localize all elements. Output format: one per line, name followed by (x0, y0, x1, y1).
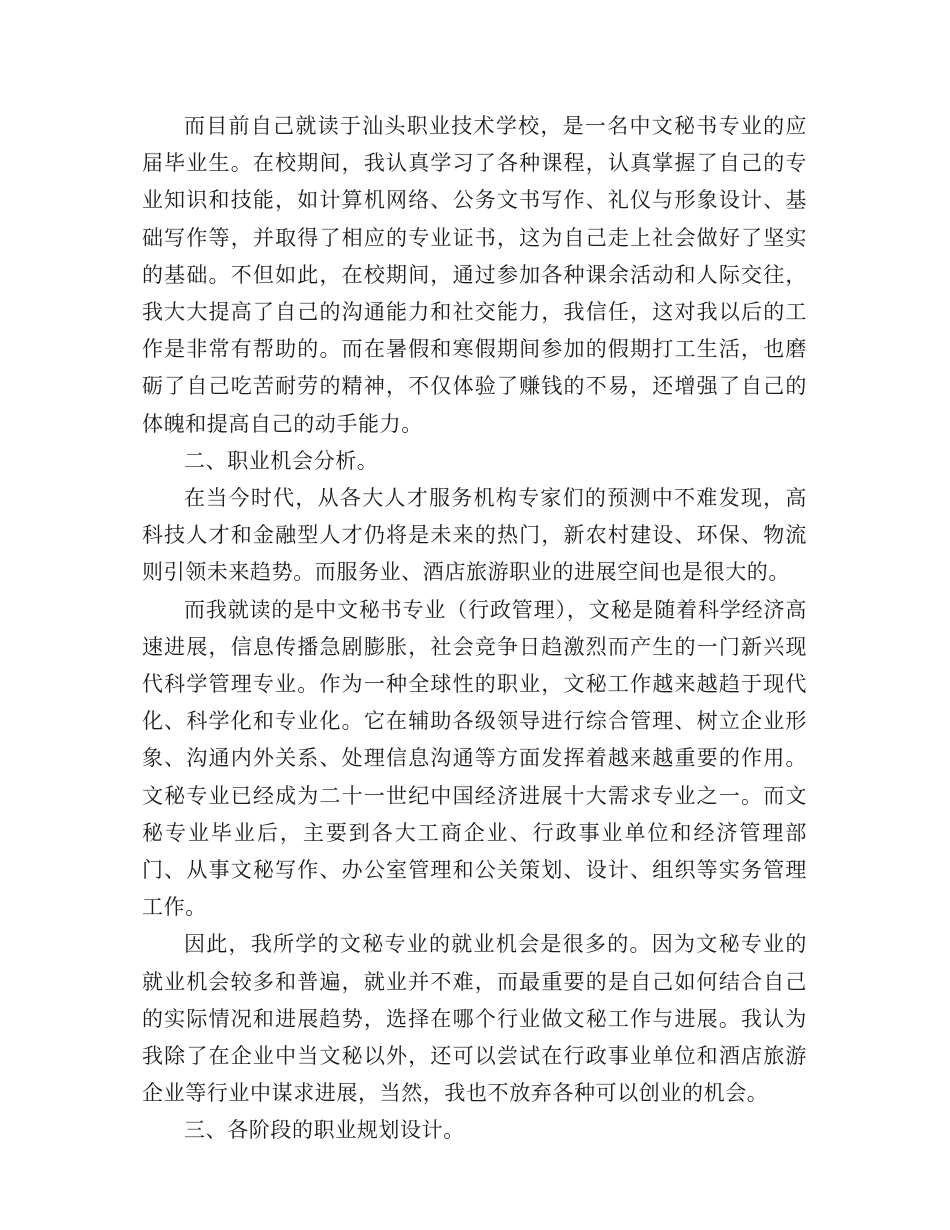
heading-career-opportunity-analysis: 二、职业机会分析。 (184, 448, 379, 473)
paragraph-current-study: 而目前自己就读于汕头职业技术学校，是一名中文秘书专业的应届毕业生。在校期间，我认真学习了各种课程，认真掌握了自己的专业知识和技能，如计算机网络、公务文书写作、礼仪与形象设计、基础写作等，并取得了相应的专业证书，这为自己走上社会做好了坚实的基础。不但如此，在校期间，通过参加各种课余活动和人际交往，我大大提高了自己的沟通能力和社交能力，我信任，这对我以后的工作是非常有帮助的。而在暑假和寒假期间参加的假期打工生活，也磨砺了自己吃苦耐劳的精神，不仅体验了赚钱的不易，还增强了自己的体魄和提高自己的动手能力。 (142, 114, 807, 436)
document-body (142, 108, 807, 1150)
heading-career-planning-stages: 三、各阶段的职业规划设计。 (184, 1118, 465, 1143)
paragraph-secretary-major: 而我就读的是中文秘书专业（行政管理），文秘是随着科学经济高速进展，信息传播急剧膨胀，社会竞争日趋激烈而产生的一门新兴现代科学管理专业。作为一种全球性的职业，文秘工作越来越趋于现代化、科学化和专业化。它在辅助各级领导进行综合管理、树立企业形象、沟通内外关系、处理信息沟通等方面发挥着越来越重要的作用。文秘专业已经成为二十一世纪中国经济进展十大需求专业之一。而文秘专业毕业后，主要到各大工商企业、行政事业单位和经济管理部门、从事文秘写作、办公室管理和公关策划、设计、组织等实务管理工作。 (142, 597, 807, 920)
paragraph-talent-trends: 在当今时代，从各大人才服务机构专家们的预测中不难发现，高科技人才和金融型人才仍将是未来的热门，新农村建设、环保、物流则引领未来趋势。而服务业、酒店旅游职业的进展空间也是很大的。 (142, 486, 807, 585)
paragraph-employment-opportunities: 因此，我所学的文秘专业的就业机会是很多的。因为文秘专业的就业机会较多和普遍，就业并不难，而最重要的是自己如何结合自己的实际情况和进展趋势，选择在哪个行业做文秘工作与进展。我认为我除了在企业中当文秘以外，还可以尝试在行政事业单位和酒店旅游企业等行业中谋求进展，当然，我也不放弃各种可以创业的机会。 (142, 932, 807, 1106)
